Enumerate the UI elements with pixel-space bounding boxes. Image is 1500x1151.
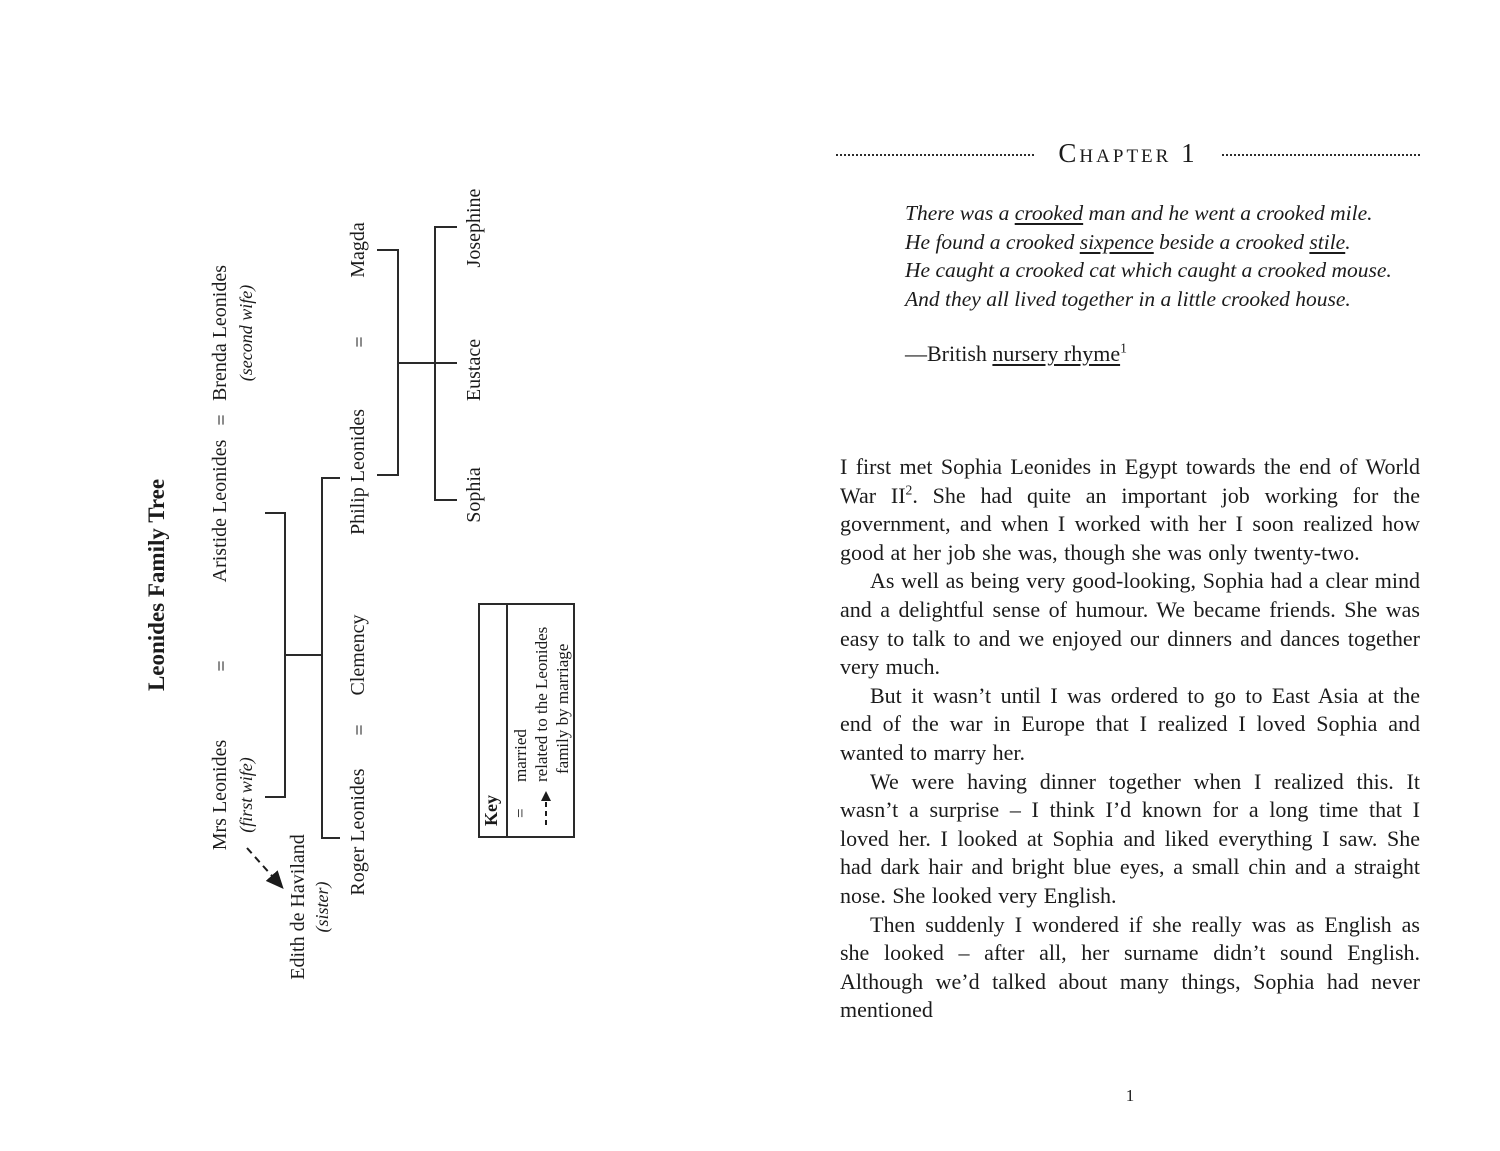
note-sister: (sister) — [312, 881, 332, 933]
verse-line-2: He found a crooked sixpence beside a crooked stile. — [905, 229, 1351, 254]
person-label-magda: Magda — [347, 222, 369, 278]
note-first-wife: (first wife) — [236, 757, 256, 833]
married-symbol-gen1-second: = — [211, 414, 233, 426]
family-tree-diagram — [140, 170, 590, 1000]
key-married-symbol: = — [511, 808, 530, 818]
dotted-rule-left — [836, 154, 1034, 156]
marriage-line-philip-magda — [377, 250, 398, 475]
epigraph-verse — [905, 199, 1392, 313]
chapter-label: Chapter — [1058, 138, 1172, 168]
paragraph-3: But it wasn’t until I was ordered to go to East Asia at the end of the war in Europe that I realized I loved Sophia and wanted to marry her. — [840, 682, 1420, 765]
dashed-relation-arrow — [247, 848, 281, 886]
tree-title: Leonides Family Tree — [144, 478, 169, 692]
dashed-arrow-icon — [540, 790, 552, 826]
note-second-wife: (second wife) — [236, 284, 256, 382]
person-label-josephine: Josephine — [463, 188, 485, 268]
paragraph-4: We were having dinner together when I realized this. It wasn’t a surprise – I think I’d known for a long time that I loved her. I looked at Sophia and liked everything I saw. She had dark hair and bright blue eyes, a small chin and a straight nose. She looked very English. — [840, 768, 1420, 908]
person-label-mrs-leonides: Mrs Leonides — [209, 739, 231, 851]
tree-key — [478, 603, 575, 838]
chapter-number: 1 — [1181, 138, 1198, 168]
footnote-marker-2: 2 — [905, 482, 913, 498]
key-arrow-label-line2: family by marriage — [553, 643, 572, 774]
person-label-roger-leonides: Roger Leonides — [347, 768, 369, 896]
key-separator — [506, 605, 508, 836]
married-symbol-roger-clemency: = — [349, 724, 371, 736]
sibling-line-gen2 — [322, 478, 340, 838]
paragraph-1: I first met Sophia Leonides in Egypt towards the end of World War $II^2$. She had quite an important job working for the government, and when I worked with her I soon realized how good at her job she was, though she was only twenty-two. — [840, 454, 1421, 565]
person-label-edith-de-haviland: Edith de Haviland — [287, 834, 309, 980]
nursery-rhyme-reference: nursery rhyme — [992, 341, 1121, 366]
epigraph-attribution: —British nursery rhyme$^1$ — [905, 340, 1127, 366]
marriage-line-aristide-mrs — [265, 513, 285, 797]
verse-line-4: And they all lived together in a little crooked house. — [905, 286, 1351, 311]
person-label-sophia: Sophia — [463, 467, 485, 523]
right-page — [750, 0, 1500, 1151]
paragraph-5: Then suddenly I wondered if she really was as English as she looked – after all, her surname didn’t sound English. Although we’d talked about many things, Sophia had never mentioned — [840, 911, 1420, 1023]
chapter-heading-row — [836, 138, 1420, 169]
page-number: 1 — [1125, 1086, 1135, 1105]
person-label-aristide-leonides: Aristide Leonides — [209, 439, 231, 583]
married-symbol-philip-magda: = — [349, 336, 371, 348]
person-label-philip-leonides: Philip Leonides — [347, 408, 369, 536]
key-married-label: married — [511, 729, 530, 782]
family-tree-canvas — [140, 170, 590, 1000]
person-label-eustace: Eustace — [463, 338, 485, 402]
verse-line-3: He caught a crooked cat which caught a crooked mouse. — [905, 258, 1392, 282]
person-label-clemency: Clemency — [347, 614, 369, 696]
verse-line-1: There was a crooked man and he went a crooked mile. — [905, 201, 1373, 225]
dotted-rule-right — [1222, 154, 1420, 156]
married-symbol-gen1-first: = — [211, 660, 233, 672]
footnote-marker-1: 1 — [1120, 340, 1127, 356]
paragraph-2: As well as being very good-looking, Sophia had a clear mind and a delightful sense of humour. We became friends. She was easy to talk to and we enjoyed our dinners and dances together very much. — [840, 568, 1420, 680]
key-arrow-label-line1: related to the Leonides — [532, 626, 551, 782]
person-label-brenda-leonides: Brenda Leonides — [209, 264, 231, 402]
key-title: Key — [481, 795, 501, 826]
chapter-body — [840, 453, 1420, 1025]
chapter-title — [1034, 138, 1221, 169]
